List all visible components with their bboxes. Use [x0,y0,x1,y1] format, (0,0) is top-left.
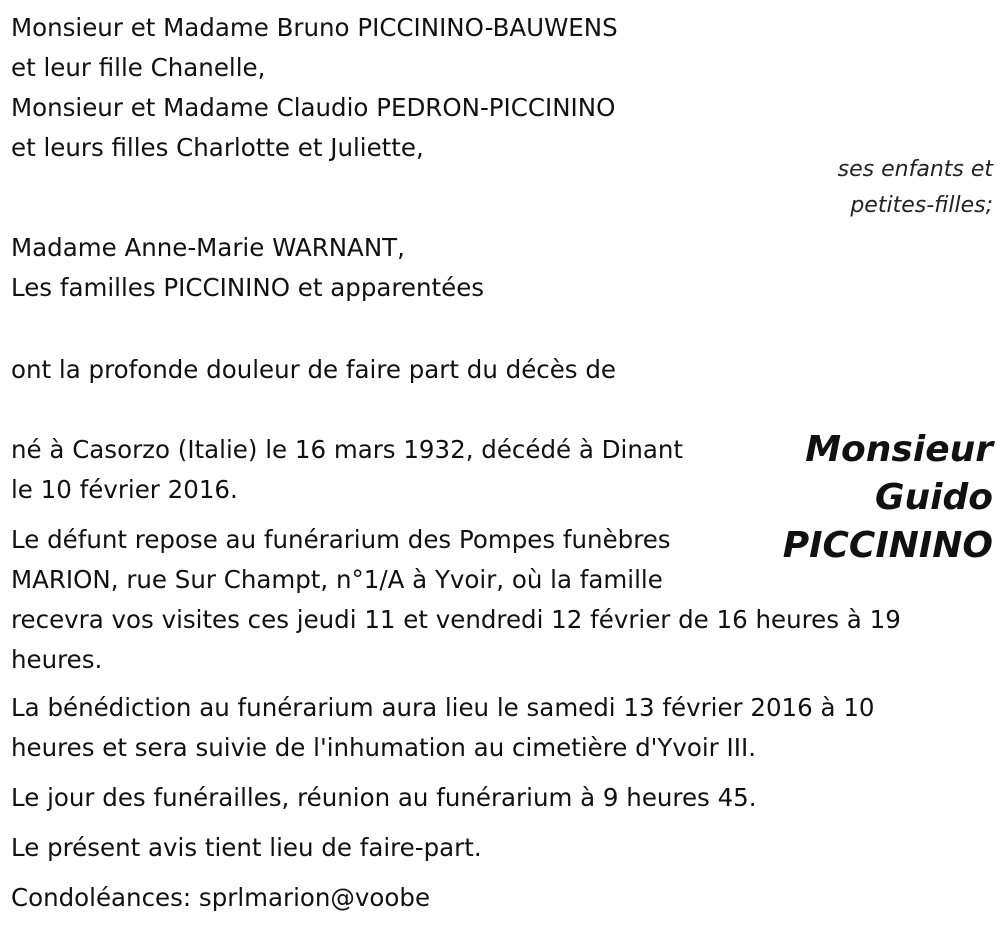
other-family-line: Les familles PICCININO et apparentées [11,273,485,302]
deceased-name-line: Monsieur [805,429,993,470]
deceased-name-line: Guido [874,477,993,518]
funerarium-line: MARION, rue Sur Champt, n°1/A à Yvoir, où la famille [11,565,663,594]
benediction-line: La bénédiction au funérarium aura lieu le samedi 13 février 2016 à 10 [11,693,875,722]
funerarium-line: recevra vos visites ces jeudi 11 et vendredi 12 février de 16 heures à 19 [11,605,901,634]
deceased-name-line: PICCININO [782,525,993,566]
announcement-text: ont la profonde douleur de faire part du décès de [11,355,616,384]
funeral-day-info [11,778,757,818]
funerarium-info [11,520,901,680]
family-line: Monsieur et Madame Claudio PEDRON-PICCININO [11,93,616,122]
notice-info [11,828,482,868]
relation-line: petites-filles; [850,193,993,218]
funerarium-line: heures. [11,645,103,674]
family-line: Monsieur et Madame Bruno PICCININO-BAUWENS [11,13,618,42]
benediction-info [11,688,875,768]
benediction-line: heures et sera suivie de l'inhumation au cimetière d'Yvoir III. [11,733,756,762]
funeral-day-text: Le jour des funérailles, réunion au funérarium à 9 heures 45. [11,783,757,812]
family-list [11,8,618,168]
birth-death-info [11,430,683,510]
family-relation [838,152,993,224]
other-family [11,228,484,308]
family-line: et leur fille Chanelle, [11,53,266,82]
obituary-notice [11,8,993,923]
funerarium-line: Le défunt repose au funérarium des Pompes funèbres [11,525,671,554]
family-line: et leurs filles Charlotte et Juliette, [11,133,424,162]
birth-line: né à Casorzo (Italie) le 16 mars 1932, décédé à Dinant [11,435,684,464]
condolences-info [11,878,430,918]
notice-text: Le présent avis tient lieu de faire-part. [11,833,482,862]
relation-line: ses enfants et [837,157,993,182]
other-family-line: Madame Anne-Marie WARNANT, [11,233,405,262]
announcement [11,350,616,390]
condolences-text: Condoléances: sprlmarion@voobe [11,883,431,912]
birth-line: le 10 février 2016. [11,475,238,504]
